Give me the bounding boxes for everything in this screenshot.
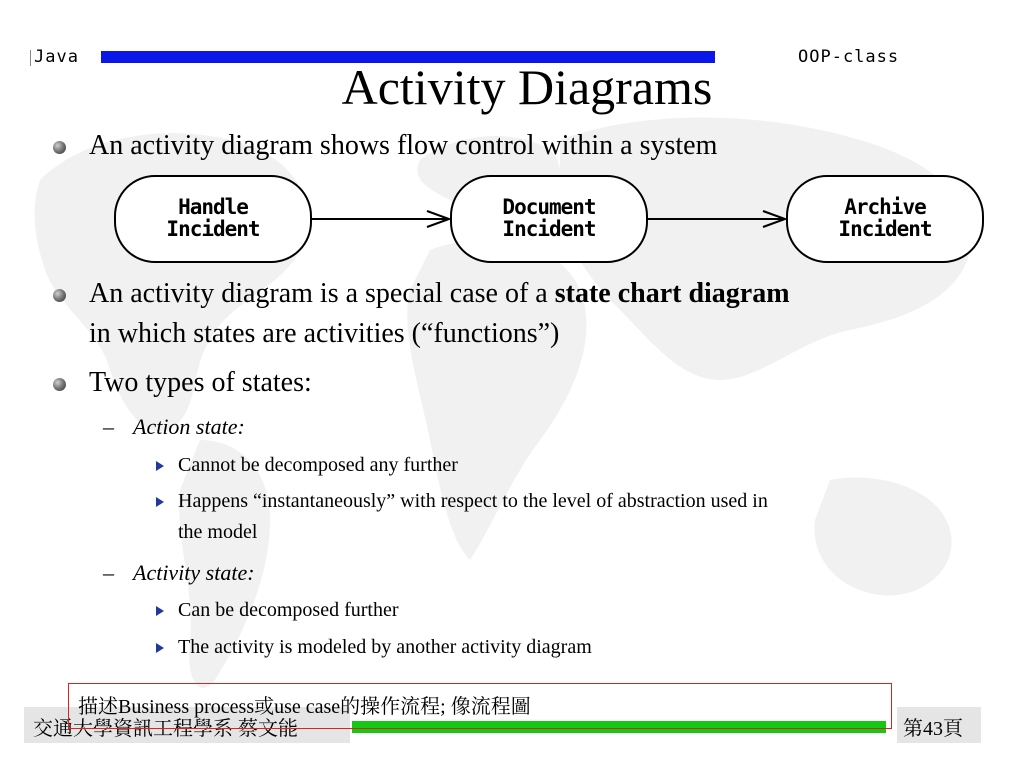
bullet-dot-icon	[53, 141, 66, 154]
svg-text:Handle	[178, 195, 248, 219]
bullet-dot-icon	[53, 378, 66, 391]
triangle-bullet-icon	[156, 497, 164, 507]
state-label: Incident	[502, 217, 596, 241]
triangle-bullet-icon	[156, 461, 164, 471]
page-number: 第43頁	[903, 718, 963, 740]
bullet-dot-icon	[53, 289, 66, 302]
svg-text:Archive	[844, 195, 926, 219]
state-label: Document	[502, 195, 596, 219]
bullet-text-line2: in which states are activities (“functions”)	[89, 318, 560, 349]
dash-icon: –	[103, 560, 114, 585]
state-label: Handle	[178, 195, 248, 219]
bullet-text: An activity diagram is a special case of a state chart diagram	[89, 278, 790, 309]
slide-title: Activity Diagrams	[341, 59, 713, 115]
svg-text:Incident	[166, 217, 259, 241]
sub-sub-bullet: Cannot be decomposed any further	[178, 454, 458, 476]
course-label: Java	[34, 47, 79, 67]
note-text: 描述Business process或use case的操作流程; 像流程圖	[78, 696, 531, 718]
bold-term: state chart diagram	[554, 278, 790, 309]
bullet-text: An activity diagram shows flow control within a system	[89, 130, 718, 161]
dash-icon: –	[103, 414, 114, 439]
state-label: Incident	[838, 217, 932, 241]
sub-bullet-title: Action state:	[133, 414, 245, 439]
state-label: Archive	[844, 195, 926, 219]
bullet-text: Two types of states:	[89, 367, 312, 398]
state-label: Incident	[166, 217, 260, 241]
sub-sub-bullet-cont: the model	[178, 521, 258, 543]
triangle-bullet-icon	[156, 643, 164, 653]
sub-sub-bullet: Can be decomposed further	[178, 599, 399, 621]
sub-sub-bullet: Happens “instantaneously” with respect to the level of abstraction used in	[178, 490, 768, 512]
triangle-bullet-icon	[156, 606, 164, 616]
footer-department: 交通大學資訊工程學系 蔡文能	[33, 718, 298, 740]
sub-bullet-title: Activity state:	[133, 560, 255, 585]
svg-text:Document	[502, 195, 595, 219]
svg-text:Incident	[838, 217, 931, 241]
activity-diagram	[113, 174, 987, 266]
class-label: OOP-class	[798, 47, 900, 67]
sub-sub-bullet: The activity is modeled by another activity diagram	[178, 636, 592, 658]
svg-text:Incident	[502, 217, 595, 241]
